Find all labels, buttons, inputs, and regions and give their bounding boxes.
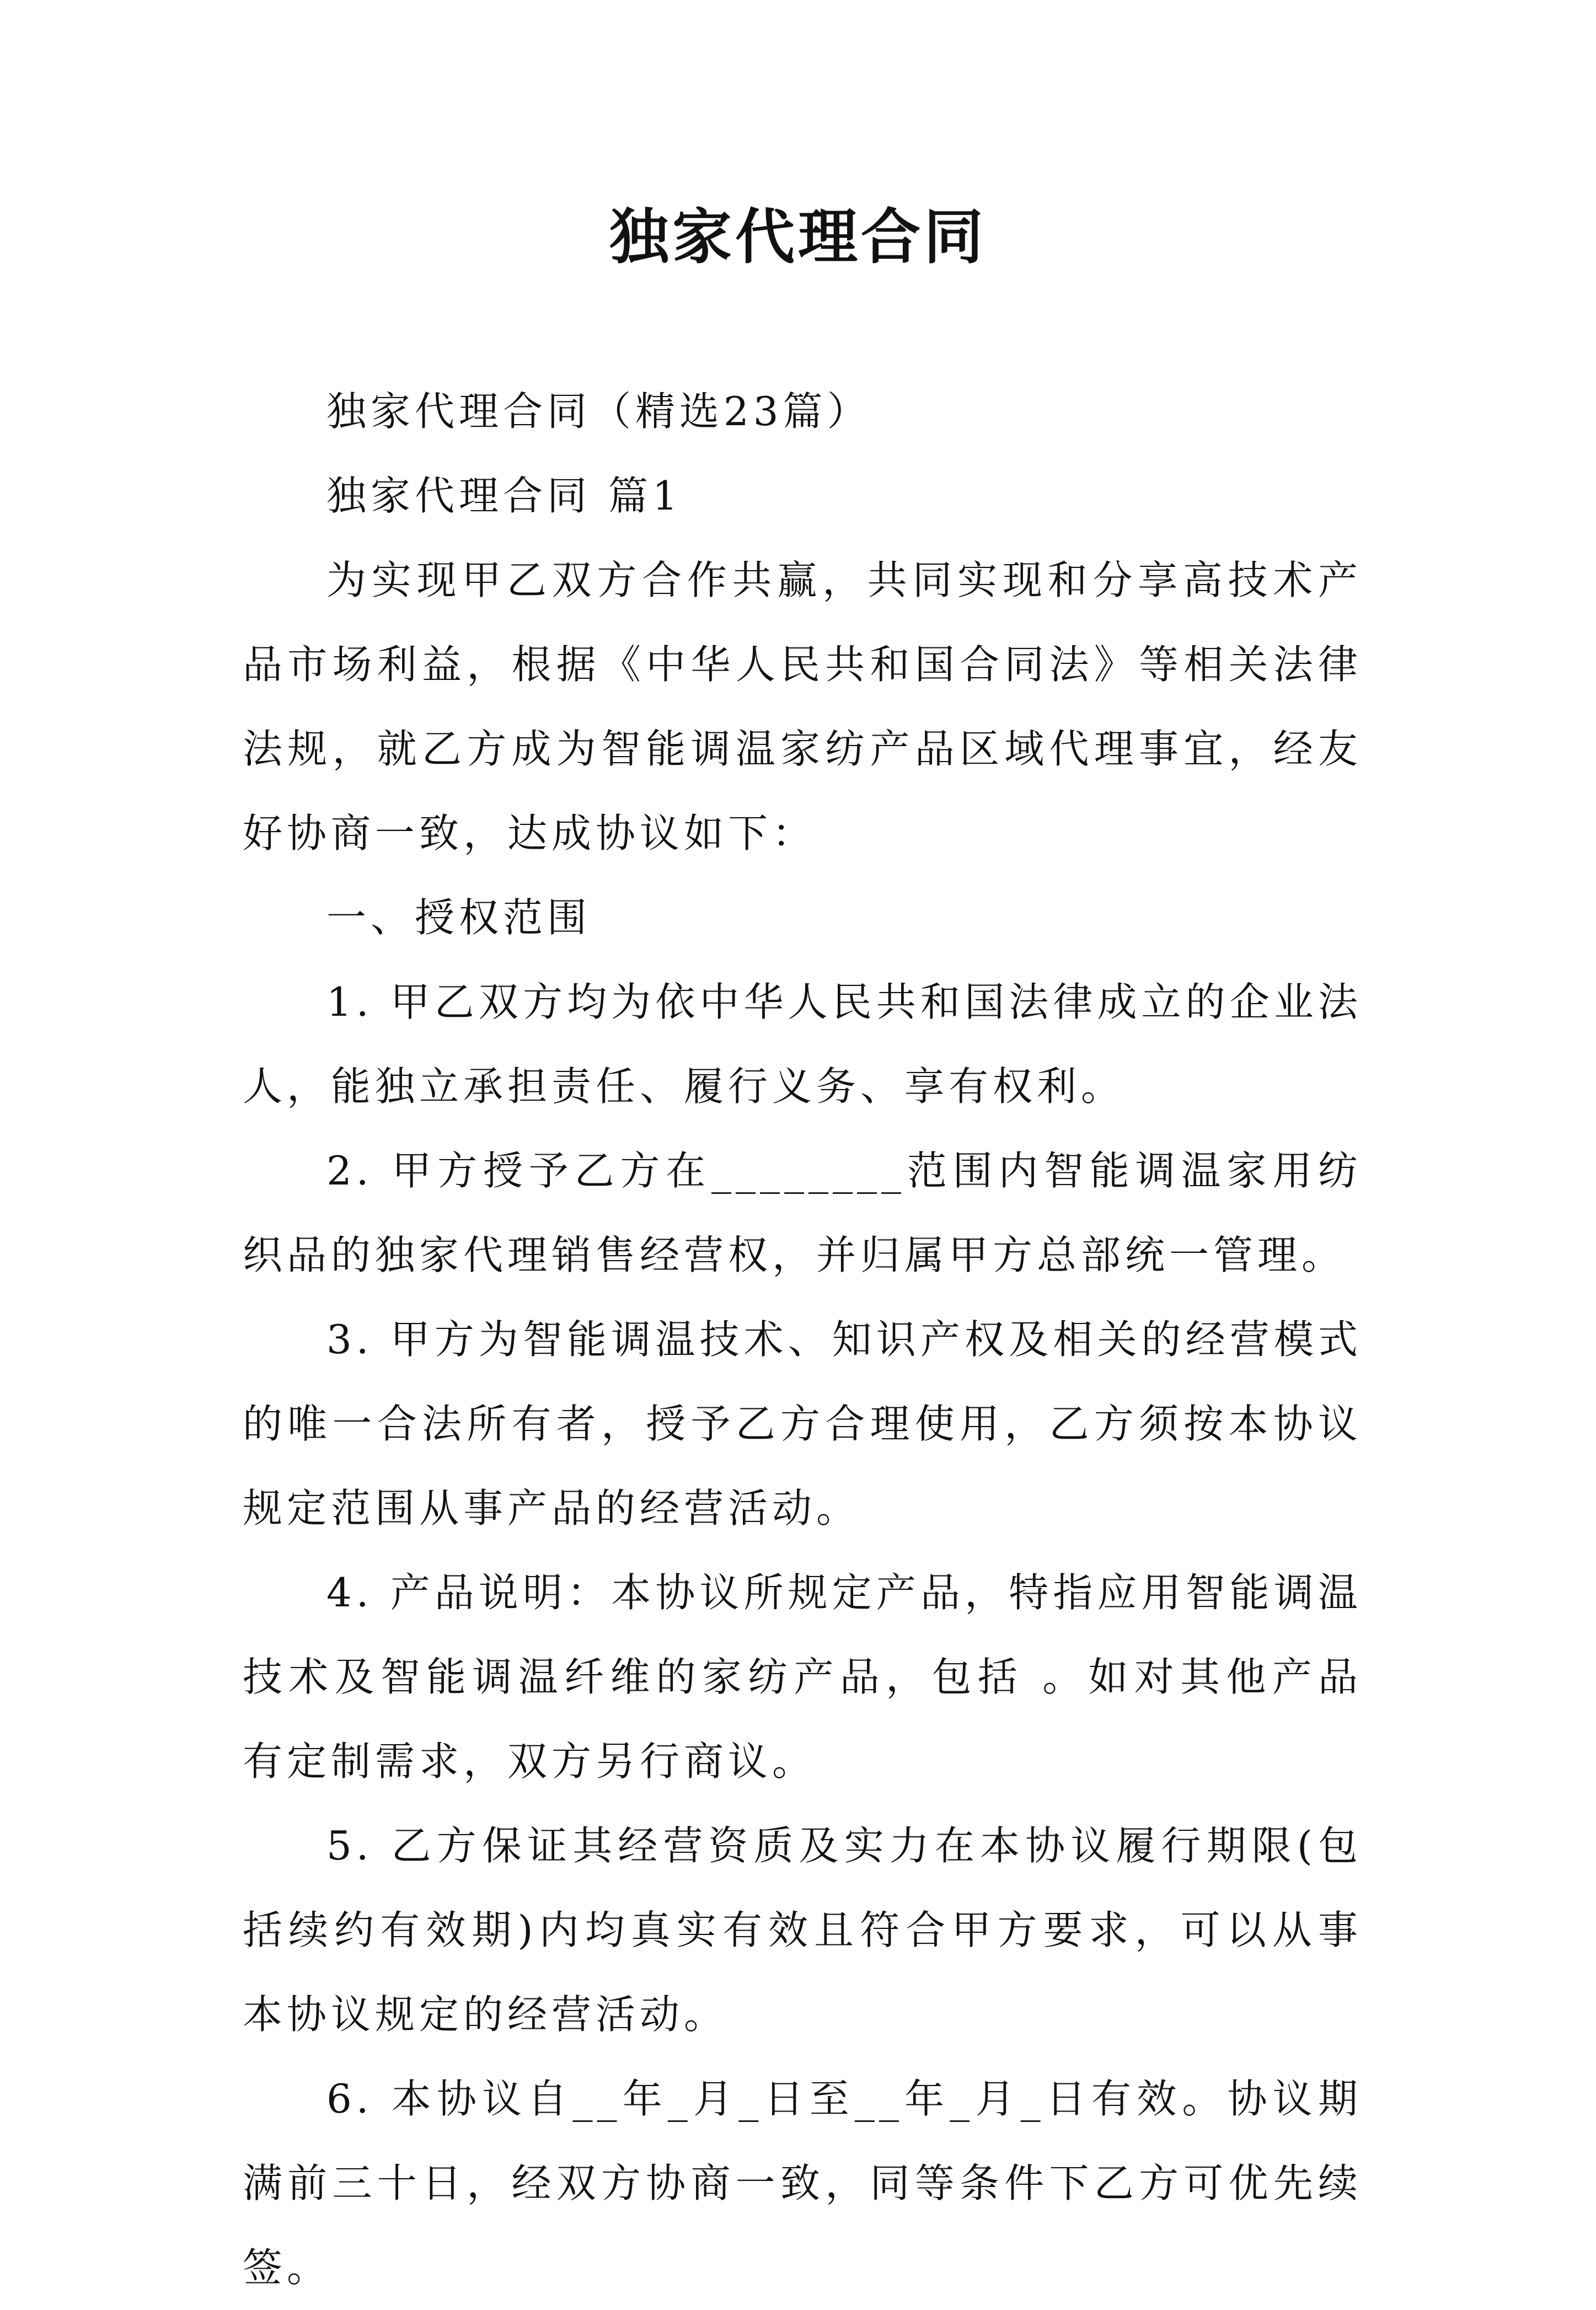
clause-6: 6. 本协议自__年_月_日至__年_月_日有效。协议期满前三十日，经双方协商一致，同等条件下乙方可优先续签。 <box>243 2076 1362 2291</box>
clause-3: 3. 甲方为智能调温技术、知识产权及相关的经营模式的唯一合法所有者，授予乙方合理使用，乙方须按本协议规定范围从事产品的经营活动。 <box>243 1316 1362 1531</box>
section-heading-authorization-scope: 一、授权范围 <box>326 894 592 941</box>
clause-2: 2. 甲方授予乙方在________范围内智能调温家用纺织品的独家代理销售经营权，并归属甲方总部统一管理。 <box>243 1148 1362 1278</box>
clause-5: 5. 乙方保证其经营资质及实力在本协议履行期限(包括续约有效期)内均真实有效且符合甲方要求，可以从事本协议规定的经营活动。 <box>243 1823 1362 2038</box>
paragraph-preamble: 为实现甲乙双方合作共赢，共同实现和分享高技术产品市场利益，根据《中华人民共和国合同法》等相关法律法规，就乙方成为智能调温家纺产品区域代理事宜，经友好协商一致，达成协议如下： <box>243 557 1362 856</box>
paragraph-article-heading: 独家代理合同 篇1 <box>326 473 682 519</box>
clause-4: 4. 产品说明：本协议所规定产品，特指应用智能调温技术及智能调温纤维的家纺产品，包括 。如对其他产品有定制需求，双方另行商议。 <box>243 1569 1362 1784</box>
document-body <box>243 369 1362 2310</box>
paragraph-collection-heading: 独家代理合同（精选23篇） <box>326 388 871 435</box>
clause-1: 1. 甲乙双方均为依中华人民共和国法律成立的企业法人，能独立承担责任、履行义务、享有权利。 <box>243 979 1362 1110</box>
document-title: 独家代理合同 <box>609 202 987 272</box>
